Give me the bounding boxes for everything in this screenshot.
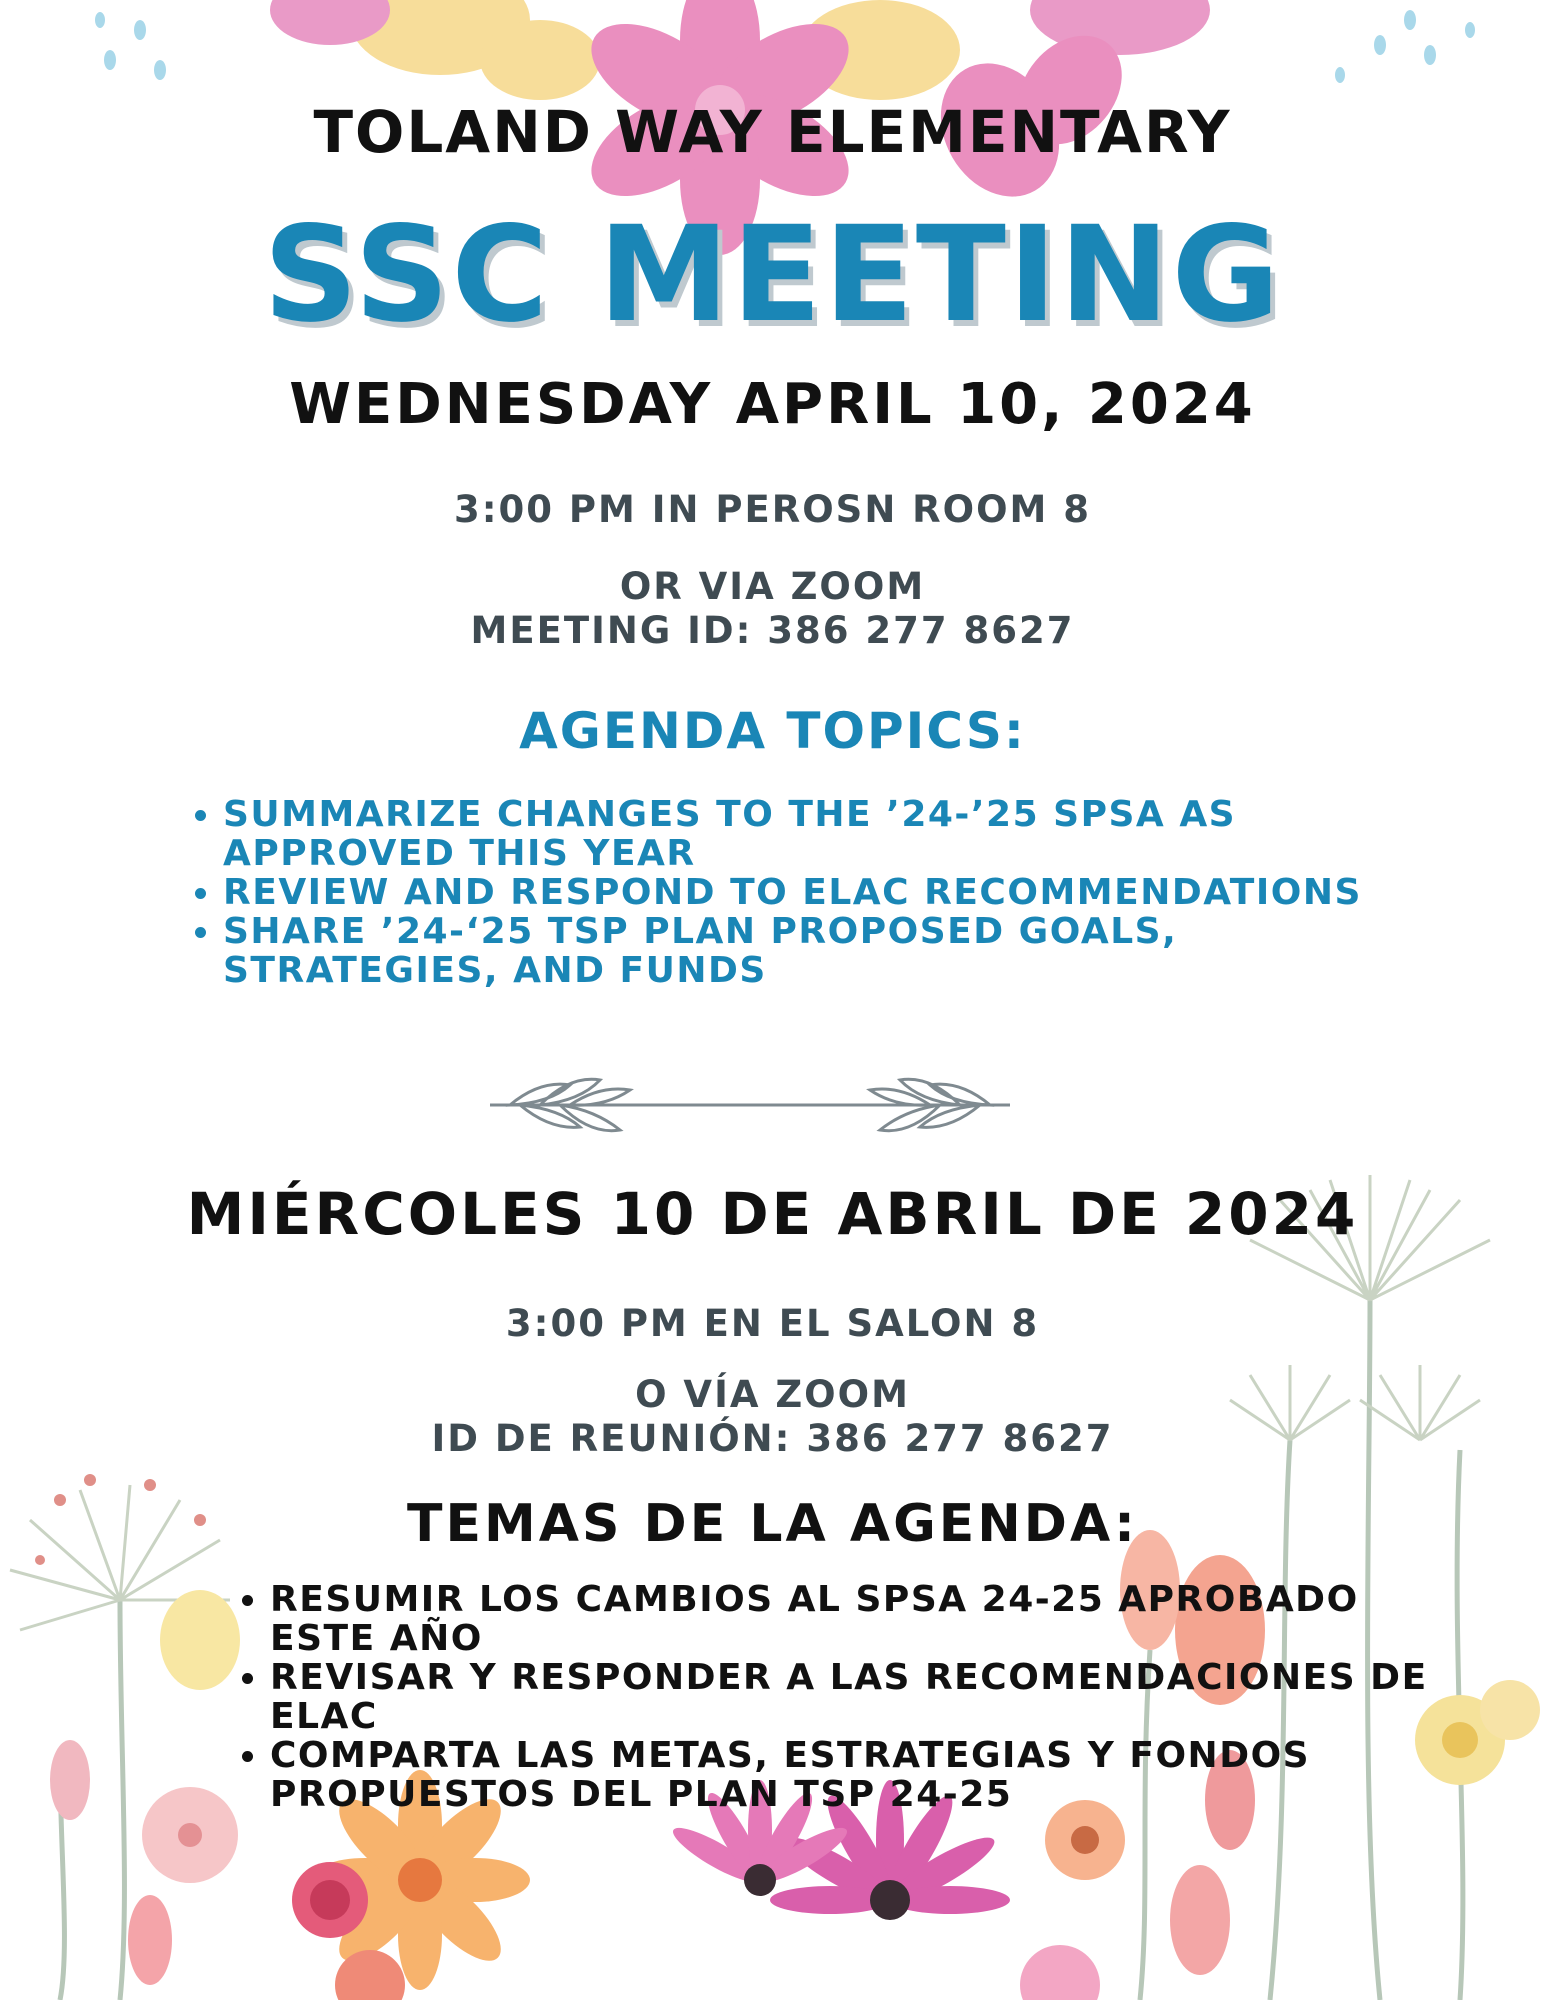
agenda-heading-spanish: TEMAS DE LA AGENDA: [407, 1494, 1138, 1554]
agenda-heading-english: AGENDA TOPICS: [519, 702, 1026, 760]
meeting-title: SSC MEETING [263, 198, 1282, 352]
meeting-id-spanish: ID DE REUNIÓN: 386 277 8627 [431, 1417, 1114, 1460]
meeting-date-spanish: MIÉRCOLES 10 DE ABRIL DE 2024 [186, 1180, 1359, 1248]
meeting-time-location-spanish: 3:00 PM EN EL SALON 8 [505, 1302, 1040, 1345]
meeting-id-english: MEETING ID: 386 277 8627 [470, 609, 1075, 652]
meeting-date-english: WEDNESDAY APRIL 10, 2024 [289, 372, 1256, 437]
list-item: • REVISAR Y RESPONDER A LAS RECOMENDACIONES DE ELAC [270, 1658, 1470, 1736]
agenda-list-english [185, 795, 1373, 990]
list-item: • SUMMARIZE CHANGES TO THE ’24-’25 SPSA AS APPROVED THIS YEAR [223, 795, 1373, 873]
zoom-info-english [0, 565, 1545, 653]
list-item: • COMPARTA LAS METAS, ESTRATEGIAS Y FONDOS PROPUESTOS DEL PLAN TSP 24-25 [270, 1736, 1470, 1814]
agenda-list-spanish [230, 1580, 1470, 1814]
laurel-divider-icon [480, 1065, 1020, 1145]
zoom-line-english: OR VIA ZOOM [619, 565, 926, 608]
zoom-info-spanish [0, 1373, 1545, 1461]
list-item: • RESUMIR LOS CAMBIOS AL SPSA 24-25 APROBADO ESTE AÑO [270, 1580, 1470, 1658]
list-item: • REVIEW AND RESPOND TO ELAC RECOMMENDATIONS [223, 873, 1373, 912]
list-item: • SHARE ’24-‘25 TSP PLAN PROPOSED GOALS, STRATEGIES, AND FUNDS [223, 912, 1373, 990]
school-name: TOLAND WAY ELEMENTARY [313, 98, 1232, 166]
meeting-time-location-english: 3:00 PM IN PEROSN ROOM 8 [453, 488, 1092, 531]
zoom-line-spanish: O VÍA ZOOM [635, 1373, 910, 1416]
